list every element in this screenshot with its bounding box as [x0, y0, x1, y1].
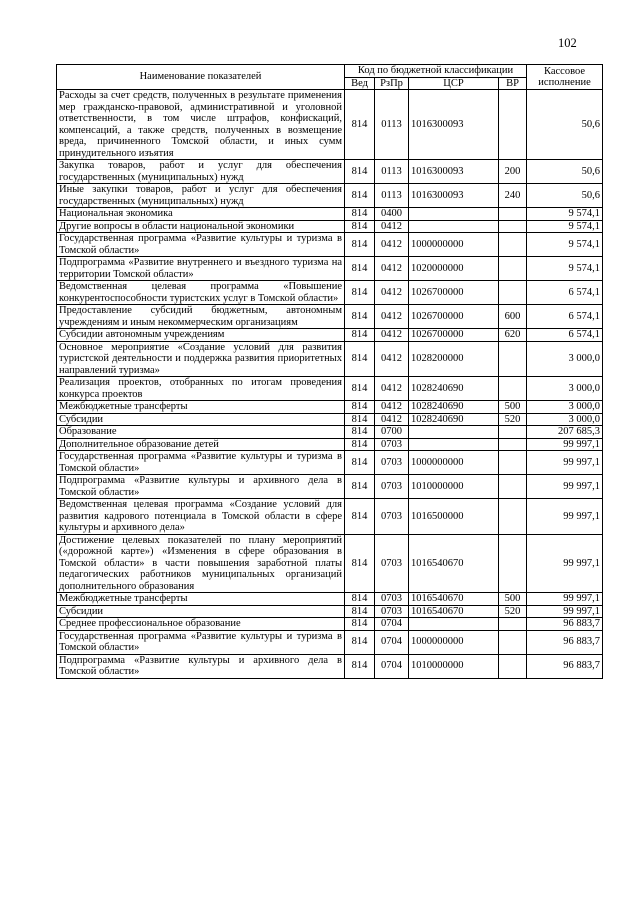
cell-csr: 1026700000: [409, 281, 499, 305]
cell-rzpr: 0400: [375, 208, 409, 221]
cell-rzpr: 0412: [375, 305, 409, 329]
cell-ved: 814: [345, 90, 375, 160]
cell-csr: [409, 208, 499, 221]
cell-ved: 814: [345, 654, 375, 678]
cell-csr: 1016300093: [409, 90, 499, 160]
cell-name: Иные закупки товаров, работ и услуг для обеспечения государственных (муниципальных) нужд: [57, 184, 345, 208]
cell-name: Национальная экономика: [57, 208, 345, 221]
cell-csr: [409, 438, 499, 451]
cell-csr: 1016540670: [409, 534, 499, 593]
cell-ved: 814: [345, 184, 375, 208]
cell-name: Дополнительное образование детей: [57, 438, 345, 451]
table-row: [57, 281, 603, 305]
cell-name: Межбюджетные трансферты: [57, 593, 345, 606]
cell-ved: 814: [345, 426, 375, 439]
cell-rzpr: 0703: [375, 593, 409, 606]
cell-csr: 1000000000: [409, 233, 499, 257]
table-row: [57, 630, 603, 654]
table-row: [57, 618, 603, 631]
cell-ved: 814: [345, 208, 375, 221]
cell-csr: 1010000000: [409, 654, 499, 678]
cell-amount: 9 574,1: [527, 208, 603, 221]
cell-vr: [499, 208, 527, 221]
table-row: [57, 499, 603, 535]
cell-vr: [499, 90, 527, 160]
cell-amount: 3 000,0: [527, 401, 603, 414]
cell-amount: 9 574,1: [527, 220, 603, 233]
cell-csr: [409, 426, 499, 439]
table-row: [57, 233, 603, 257]
table-row: [57, 377, 603, 401]
cell-vr: [499, 534, 527, 593]
table-row: [57, 451, 603, 475]
cell-amount: 3 000,0: [527, 377, 603, 401]
cell-rzpr: 0412: [375, 377, 409, 401]
table-row: [57, 654, 603, 678]
cell-vr: [499, 654, 527, 678]
table-body: [57, 90, 603, 679]
cell-ved: 814: [345, 438, 375, 451]
table-row: [57, 475, 603, 499]
header-rzpr: РзПр: [375, 77, 409, 90]
cell-vr: 240: [499, 184, 527, 208]
cell-vr: [499, 426, 527, 439]
cell-vr: [499, 618, 527, 631]
cell-vr: [499, 451, 527, 475]
cell-vr: 520: [499, 413, 527, 426]
table-row: [57, 220, 603, 233]
cell-ved: 814: [345, 499, 375, 535]
cell-amount: 96 883,7: [527, 630, 603, 654]
table-header: [57, 65, 603, 90]
cell-rzpr: 0412: [375, 413, 409, 426]
cell-amount: 6 574,1: [527, 281, 603, 305]
cell-vr: [499, 499, 527, 535]
cell-amount: 99 997,1: [527, 438, 603, 451]
cell-amount: 3 000,0: [527, 341, 603, 377]
cell-ved: 814: [345, 329, 375, 342]
table-row: [57, 413, 603, 426]
header-budget-code: Код по бюджетной классификации: [345, 65, 527, 78]
table-row: [57, 341, 603, 377]
cell-csr: 1028240690: [409, 401, 499, 414]
cell-vr: [499, 630, 527, 654]
cell-vr: [499, 438, 527, 451]
cell-amount: 9 574,1: [527, 233, 603, 257]
cell-amount: 50,6: [527, 160, 603, 184]
cell-vr: [499, 281, 527, 305]
cell-amount: 50,6: [527, 184, 603, 208]
cell-name: Достижение целевых показателей по плану мероприятий («дорожной карте») «Изменения в сфере образования в Томской области» в части повышения заработной платы педагогических работников муниципальных организаций дополнительного образования: [57, 534, 345, 593]
cell-name: Государственная программа «Развитие культуры и туризма в Томской области»: [57, 233, 345, 257]
table-row: [57, 329, 603, 342]
cell-rzpr: 0700: [375, 426, 409, 439]
cell-csr: 1028200000: [409, 341, 499, 377]
table-row: [57, 160, 603, 184]
cell-name: Закупка товаров, работ и услуг для обеспечения государственных (муниципальных) нужд: [57, 160, 345, 184]
cell-csr: 1000000000: [409, 630, 499, 654]
header-csr: ЦСР: [409, 77, 499, 90]
cell-ved: 814: [345, 160, 375, 184]
cell-amount: 99 997,1: [527, 475, 603, 499]
table-row: [57, 426, 603, 439]
cell-vr: [499, 257, 527, 281]
cell-name: Государственная программа «Развитие культуры и туризма в Томской области»: [57, 630, 345, 654]
cell-name: Ведомственная целевая программа «Повышение конкурентоспособности туристских услуг в Томской области»: [57, 281, 345, 305]
table-row: [57, 90, 603, 160]
table-row: [57, 401, 603, 414]
header-ved: Вед: [345, 77, 375, 90]
cell-csr: 1026700000: [409, 329, 499, 342]
cell-name: Подпрограмма «Развитие культуры и архивного дела в Томской области»: [57, 475, 345, 499]
cell-csr: [409, 618, 499, 631]
cell-rzpr: 0703: [375, 605, 409, 618]
cell-name: Межбюджетные трансферты: [57, 401, 345, 414]
cell-name: Основное мероприятие «Создание условий для развития туристской деятельности и поддержка развития приоритетных направлений туризма»: [57, 341, 345, 377]
cell-vr: [499, 341, 527, 377]
table-row: [57, 605, 603, 618]
cell-rzpr: 0412: [375, 281, 409, 305]
cell-amount: 99 997,1: [527, 605, 603, 618]
cell-name: Подпрограмма «Развитие внутреннего и въездного туризма на территории Томской области»: [57, 257, 345, 281]
budget-table: [56, 64, 603, 679]
header-name: Наименование показателей: [57, 65, 345, 90]
cell-vr: 600: [499, 305, 527, 329]
table-row: [57, 305, 603, 329]
cell-rzpr: 0703: [375, 475, 409, 499]
cell-ved: 814: [345, 413, 375, 426]
cell-name: Субсидии: [57, 605, 345, 618]
cell-ved: 814: [345, 220, 375, 233]
cell-csr: 1016540670: [409, 593, 499, 606]
cell-rzpr: 0703: [375, 451, 409, 475]
cell-amount: 96 883,7: [527, 618, 603, 631]
cell-name: Государственная программа «Развитие культуры и туризма в Томской области»: [57, 451, 345, 475]
header-execution: Кассовое исполнение: [527, 65, 603, 90]
cell-rzpr: 0703: [375, 534, 409, 593]
cell-name: Другие вопросы в области национальной экономики: [57, 220, 345, 233]
cell-vr: [499, 475, 527, 499]
cell-ved: 814: [345, 257, 375, 281]
cell-rzpr: 0412: [375, 401, 409, 414]
cell-csr: 1016500000: [409, 499, 499, 535]
cell-vr: 500: [499, 593, 527, 606]
cell-csr: [409, 220, 499, 233]
cell-name: Образование: [57, 426, 345, 439]
cell-name: Расходы за счет средств, полученных в результате применения мер гражданско-правовой, административной и уголовной ответственности, в том числе штрафов, конфискаций, компенсаций, а также средств, полученных в возмещение вреда, причиненного Томской области, и иных сумм принудительного изъятия: [57, 90, 345, 160]
cell-csr: 1010000000: [409, 475, 499, 499]
table-row: [57, 438, 603, 451]
table-row: [57, 184, 603, 208]
cell-vr: 500: [499, 401, 527, 414]
cell-vr: [499, 220, 527, 233]
cell-name: Среднее профессиональное образование: [57, 618, 345, 631]
cell-rzpr: 0704: [375, 618, 409, 631]
cell-rzpr: 0412: [375, 233, 409, 257]
cell-ved: 814: [345, 281, 375, 305]
page-number: 102: [558, 36, 577, 50]
cell-amount: 99 997,1: [527, 451, 603, 475]
cell-ved: 814: [345, 605, 375, 618]
cell-amount: 6 574,1: [527, 305, 603, 329]
cell-ved: 814: [345, 593, 375, 606]
table-row: [57, 257, 603, 281]
cell-name: Предоставление субсидий бюджетным, автономным учреждениям и иным некоммерческим организациям: [57, 305, 345, 329]
cell-rzpr: 0113: [375, 184, 409, 208]
cell-ved: 814: [345, 618, 375, 631]
cell-rzpr: 0412: [375, 341, 409, 377]
table-row: [57, 593, 603, 606]
cell-vr: 520: [499, 605, 527, 618]
cell-rzpr: 0412: [375, 220, 409, 233]
cell-ved: 814: [345, 401, 375, 414]
cell-rzpr: 0412: [375, 329, 409, 342]
cell-ved: 814: [345, 475, 375, 499]
cell-amount: 9 574,1: [527, 257, 603, 281]
cell-csr: 1020000000: [409, 257, 499, 281]
cell-ved: 814: [345, 630, 375, 654]
cell-amount: 96 883,7: [527, 654, 603, 678]
cell-amount: 99 997,1: [527, 499, 603, 535]
cell-name: Ведомственная целевая программа «Создание условий для развития кадрового потенциала в Томской области в сфере культуры и архивного дела»: [57, 499, 345, 535]
cell-amount: 99 997,1: [527, 593, 603, 606]
cell-csr: 1016540670: [409, 605, 499, 618]
cell-amount: 6 574,1: [527, 329, 603, 342]
cell-amount: 50,6: [527, 90, 603, 160]
cell-rzpr: 0703: [375, 438, 409, 451]
cell-name: Субсидии автономным учреждениям: [57, 329, 345, 342]
cell-amount: 207 685,3: [527, 426, 603, 439]
header-vr: ВР: [499, 77, 527, 90]
cell-csr: 1000000000: [409, 451, 499, 475]
cell-ved: 814: [345, 305, 375, 329]
cell-name: Подпрограмма «Развитие культуры и архивного дела в Томской области»: [57, 654, 345, 678]
cell-vr: [499, 233, 527, 257]
cell-ved: 814: [345, 233, 375, 257]
cell-rzpr: 0703: [375, 499, 409, 535]
cell-ved: 814: [345, 341, 375, 377]
cell-ved: 814: [345, 377, 375, 401]
cell-rzpr: 0704: [375, 654, 409, 678]
cell-amount: 99 997,1: [527, 534, 603, 593]
cell-csr: 1016300093: [409, 160, 499, 184]
cell-vr: [499, 377, 527, 401]
cell-csr: 1028240690: [409, 413, 499, 426]
cell-csr: 1026700000: [409, 305, 499, 329]
cell-rzpr: 0113: [375, 90, 409, 160]
cell-rzpr: 0412: [375, 257, 409, 281]
table-row: [57, 534, 603, 593]
cell-name: Субсидии: [57, 413, 345, 426]
cell-ved: 814: [345, 534, 375, 593]
cell-vr: 620: [499, 329, 527, 342]
cell-amount: 3 000,0: [527, 413, 603, 426]
cell-csr: 1016300093: [409, 184, 499, 208]
cell-csr: 1028240690: [409, 377, 499, 401]
cell-ved: 814: [345, 451, 375, 475]
cell-rzpr: 0113: [375, 160, 409, 184]
cell-rzpr: 0704: [375, 630, 409, 654]
table-row: [57, 208, 603, 221]
cell-vr: 200: [499, 160, 527, 184]
cell-name: Реализация проектов, отобранных по итогам проведения конкурса проектов: [57, 377, 345, 401]
